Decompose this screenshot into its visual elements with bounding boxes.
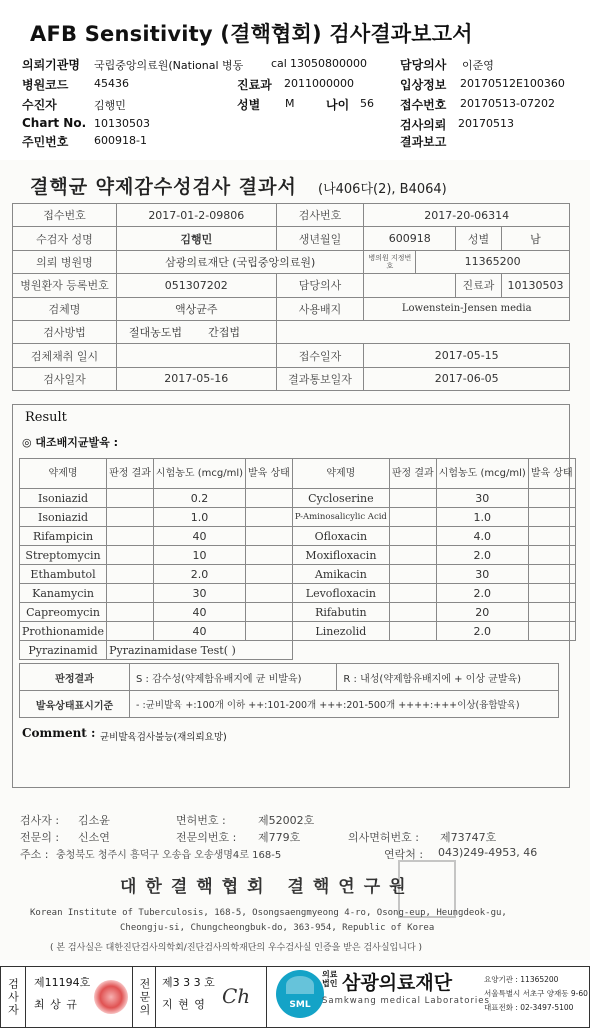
header-value-patient: 김행민	[94, 99, 126, 112]
license-label: 면허번호 :	[176, 814, 226, 827]
drug-judge-right	[389, 527, 436, 546]
control-growth-label: ◎ 대조배지균발육 :	[22, 436, 119, 449]
org-address: 서울특별시 서초구 양재동 9-60	[484, 989, 588, 998]
sml-logo-text: SML	[289, 1000, 311, 1010]
drug-growth-left	[246, 508, 293, 527]
sml-logo-icon	[276, 970, 324, 1018]
judge-s: S : 감수성(약제함유배지에 균 비발육)	[130, 664, 337, 691]
drug-conc-left: 2.0	[153, 565, 245, 584]
header-value-sex: M	[285, 97, 295, 110]
drug-name-left: Ethambutol	[20, 565, 107, 584]
drug-row	[20, 508, 576, 527]
drug-growth-left	[246, 546, 293, 565]
bottom-specialist-name: 지 현 영	[162, 998, 206, 1011]
drug-name-right: Rifabutin	[292, 603, 389, 622]
drug-name-left: Capreomycin	[20, 603, 107, 622]
label-test-no: 검사번호	[276, 204, 364, 227]
address-en-line1: Korean Institute of Tuberculosis, 168-5, Osongsaengmyeong 4-ro, Osong-eup, Heungdeok-gu,	[30, 908, 507, 918]
drug-growth-right	[528, 527, 575, 546]
bottom-divider	[266, 966, 267, 1028]
drug-conc-right: 2.0	[436, 584, 528, 603]
specialist-name: 신소연	[78, 831, 110, 844]
judgement-table	[19, 663, 559, 718]
drug-conc-left: 40	[153, 527, 245, 546]
value-name: 김행민	[116, 227, 276, 250]
drug-conc-left: 40	[153, 603, 245, 622]
drug-name-left: Streptomycin	[20, 546, 107, 565]
label-name: 수검자 성명	[13, 227, 117, 250]
label-dept: 진료과	[456, 274, 502, 297]
drug-conc-right: 4.0	[436, 527, 528, 546]
comment-label: Comment :	[22, 726, 96, 740]
doctor-license-no: 제73747호	[440, 831, 497, 844]
header-value-ward: 13050800000	[290, 57, 367, 70]
drug-conc-right: 20	[436, 603, 528, 622]
drug-name-right: Ofloxacin	[292, 527, 389, 546]
value-dob: 600918	[364, 227, 456, 250]
drug-judge-left	[107, 603, 154, 622]
drug-judge-right	[389, 622, 436, 641]
specialist-no: 제779호	[258, 831, 301, 844]
comment-value: 균비발육검사불능(재의뢰요망)	[100, 732, 227, 743]
header-label-age: 나이	[326, 98, 350, 112]
drug-judge-left	[107, 489, 154, 508]
drug-growth-right	[528, 584, 575, 603]
drug-growth-right	[528, 489, 575, 508]
drug-row	[20, 489, 576, 508]
doctor-license-label: 의사면허번호 :	[348, 831, 419, 844]
label-receipt: 접수번호	[13, 204, 117, 227]
drug-judge-left	[107, 622, 154, 641]
header-drug-left: 약제명	[20, 459, 107, 489]
red-seal-icon	[94, 980, 128, 1014]
header-value-request-date: 20170513	[458, 117, 514, 130]
header-label-hospital-code: 병원코드	[22, 78, 69, 92]
label-sex: 성별	[456, 227, 502, 250]
header-label-receipt-no: 접수번호	[400, 98, 447, 112]
specialist-no-label: 전문의번호 :	[176, 831, 237, 844]
value-receipt: 2017-01-2-09806	[116, 204, 276, 227]
brand-english: Samkwang medical Laboratories	[322, 996, 490, 1006]
header-value-doctor: 이준영	[462, 59, 494, 72]
report-title: AFB Sensitivity (결핵협회) 검사결과보고서	[30, 22, 473, 46]
drug-name-left: Rifampicin	[20, 527, 107, 546]
bottom-tester-no: 제11194호	[34, 976, 91, 989]
drug-conc-right: 30	[436, 489, 528, 508]
header-value-clinical-info: 20170512E100360	[460, 77, 565, 90]
address-label: 주소 :	[20, 848, 49, 861]
bottom-tester-name: 최 상 규	[34, 998, 78, 1011]
label-dob: 생년월일	[276, 227, 364, 250]
drug-growth-left	[246, 622, 293, 641]
value-collect	[116, 344, 276, 367]
drug-name-right: Levofloxacin	[292, 584, 389, 603]
drug-name-right: Amikacin	[292, 565, 389, 584]
scan-subtitle: (나406다(2), B4064)	[318, 182, 447, 197]
header-value-chart-no: 10130503	[94, 117, 150, 130]
specialist-vertical-label: 전문의	[132, 966, 156, 1028]
drug-row	[20, 622, 576, 641]
drug-table	[19, 458, 576, 660]
drug-name-right: Linezolid	[292, 622, 389, 641]
label-hospital: 의뢰 병원명	[13, 250, 117, 273]
header-value-hospital-code: 45436	[94, 77, 129, 90]
drug-growth-left	[246, 565, 293, 584]
certification-notice: ( 본 검사실은 대한진단검사의학회/진단검사의학재단의 우수검사실 인증을 받은 검사실입니다 )	[50, 943, 423, 953]
drug-name-right: Moxifloxacin	[292, 546, 389, 565]
drug-name-left: Kanamycin	[20, 584, 107, 603]
value-test-date: 2017-05-16	[116, 367, 276, 390]
institute-name: 대한결핵협회 결핵연구원	[120, 877, 415, 897]
tester-label: 검사자 :	[20, 814, 60, 827]
value-doctor	[364, 274, 456, 297]
value-dept: 10130503	[501, 274, 569, 297]
label-recv: 접수일자	[276, 344, 364, 367]
drug-growth-right	[528, 603, 575, 622]
address: 충청북도 청주시 흥덕구 오송읍 오송생명4로 168-5	[56, 850, 282, 861]
empty-cell	[276, 320, 569, 343]
method-absolute: 절대농도법	[128, 326, 183, 340]
drug-conc-left: 10	[153, 546, 245, 565]
tel-label: 연락처 :	[384, 848, 424, 861]
drug-growth-right	[528, 565, 575, 584]
drug-row	[20, 584, 576, 603]
drug-conc-right: 1.0	[436, 508, 528, 527]
header-label-sex: 성별	[237, 98, 261, 112]
drug-judge-left	[107, 508, 154, 527]
drug-judge-right	[389, 603, 436, 622]
value-patient-no: 051307202	[116, 274, 276, 297]
drug-judge-right	[389, 508, 436, 527]
header-label-institution: 의뢰기관명	[22, 58, 80, 72]
drug-conc-left: 1.0	[153, 508, 245, 527]
org-tel: 대표전화 : 02-3497-5100	[484, 1003, 574, 1012]
tel: 043)249-4953, 46	[438, 846, 538, 859]
drug-conc-left: 40	[153, 622, 245, 641]
header-label-patient: 수진자	[22, 98, 57, 112]
address-en-line2: Cheongju-si, Chungcheongbuk-do, 363-954, Republic of Korea	[120, 923, 435, 933]
header-value-receipt-no: 20170513-07202	[460, 97, 555, 110]
header-label-chart-no: Chart No.	[22, 116, 87, 130]
brand-name: 삼광의료재단	[342, 972, 453, 994]
header-drug-right: 약제명	[292, 459, 389, 489]
label-doctor: 담당의사	[276, 274, 364, 297]
drug-name-left: Isoniazid	[20, 508, 107, 527]
header-label-report: 결과보고	[400, 135, 447, 149]
drug-judge-left	[107, 546, 154, 565]
judge-r: R : 내성(약제함유배지에 + 이상 균발육)	[337, 664, 559, 691]
drug-growth-right	[528, 622, 575, 641]
bottom-specialist-no: 제3 3 3 호	[162, 976, 215, 989]
specialist-label: 전문의 :	[20, 831, 60, 844]
header-conc-left: 시험농도 (mcg/ml)	[153, 459, 245, 489]
header-value-institution: 국립중앙의료원(National 병동	[94, 59, 244, 72]
drug-judge-right	[389, 489, 436, 508]
header-conc-right: 시험농도 (mcg/ml)	[436, 459, 528, 489]
org-code: 요양기관 : 11365200	[484, 975, 559, 984]
header-growth-left: 발육 상태	[246, 459, 293, 489]
header-label-ward: cal	[271, 57, 287, 70]
drug-row	[20, 603, 576, 622]
drug-growth-left	[246, 489, 293, 508]
value-specimen: 액상균주	[116, 297, 276, 320]
label-specimen: 검체명	[13, 297, 117, 320]
value-method	[116, 320, 276, 343]
drug-conc-right: 2.0	[436, 546, 528, 565]
value-sex: 남	[501, 227, 569, 250]
pza-label: Pyrazinamid	[20, 641, 107, 660]
drug-growth-left	[246, 603, 293, 622]
label-test-date: 검사일자	[13, 367, 117, 390]
value-medium: Lowenstein-Jensen media	[364, 297, 570, 320]
header-label-dept: 진료과	[237, 78, 272, 92]
judge-label: 판정결과	[20, 664, 130, 691]
growth-text: - :균비발육 +:100개 이하 ++:101-200개 +++:201-500개 ++++:+++이상(융합발육)	[130, 691, 559, 718]
header-label-doctor: 담당의사	[400, 58, 447, 72]
drug-row	[20, 565, 576, 584]
label-medium: 사용배지	[276, 297, 364, 320]
value-test-no: 2017-20-06314	[364, 204, 570, 227]
header-label-request-date: 검사의뢰	[400, 118, 447, 132]
value-report-date: 2017-06-05	[364, 367, 570, 390]
method-indirect: 간접법	[208, 326, 240, 340]
label-hospital-code: 병의원 지정번호	[364, 250, 416, 273]
label-method: 검사방법	[13, 320, 117, 343]
drug-conc-right: 2.0	[436, 622, 528, 641]
drug-conc-right: 30	[436, 565, 528, 584]
drug-name-right: Cycloserine	[292, 489, 389, 508]
license-no: 제52002호	[258, 814, 315, 827]
label-report-date: 결과통보일자	[276, 367, 364, 390]
drug-judge-left	[107, 584, 154, 603]
drug-judge-left	[107, 527, 154, 546]
header-label-resident-no: 주민번호	[22, 135, 69, 149]
drug-judge-right	[389, 565, 436, 584]
drug-name-right: P-Aminosalicylic Acid	[292, 508, 389, 527]
header-label-clinical-info: 입상정보	[400, 78, 447, 92]
drug-growth-left	[246, 584, 293, 603]
drug-conc-left: 30	[153, 584, 245, 603]
label-collect: 검체채취 일시	[13, 344, 117, 367]
drug-judge-right	[389, 584, 436, 603]
pza-empty	[292, 641, 575, 660]
brand-prefix: 의료 법인	[322, 970, 338, 988]
value-hospital-code: 11365200	[416, 250, 570, 273]
growth-label: 발육상태표시기준	[20, 691, 130, 718]
drug-growth-right	[528, 546, 575, 565]
label-patient-no: 병원환자 등록번호	[13, 274, 117, 297]
scan-title: 결핵균 약제감수성검사 결과서	[30, 176, 297, 198]
drug-conc-left: 0.2	[153, 489, 245, 508]
drug-row	[20, 546, 576, 565]
drug-growth-right	[528, 508, 575, 527]
drug-name-left: Prothionamide	[20, 622, 107, 641]
header-judge-left: 판정 결과	[107, 459, 154, 489]
value-hospital: 삼광의료재단 (국립중앙의료원)	[116, 250, 364, 273]
header-value-age: 56	[360, 97, 374, 110]
tester-vertical-label: 검사자	[0, 966, 26, 1028]
drug-growth-left	[246, 527, 293, 546]
drug-name-left: Isoniazid	[20, 489, 107, 508]
header-value-dept: 2011000000	[284, 77, 354, 90]
header-judge-right: 판정 결과	[389, 459, 436, 489]
patient-info-table	[12, 203, 570, 391]
drug-judge-right	[389, 546, 436, 565]
header-value-resident-no: 600918-1	[94, 134, 147, 147]
drug-judge-left	[107, 565, 154, 584]
tester-name: 김소윤	[78, 814, 110, 827]
value-recv: 2017-05-15	[364, 344, 570, 367]
signature: Ch	[222, 984, 251, 1008]
result-title: Result	[25, 410, 67, 425]
pza-test: Pyrazinamidase Test( )	[107, 641, 293, 660]
header-growth-right: 발육 상태	[528, 459, 575, 489]
drug-row	[20, 527, 576, 546]
